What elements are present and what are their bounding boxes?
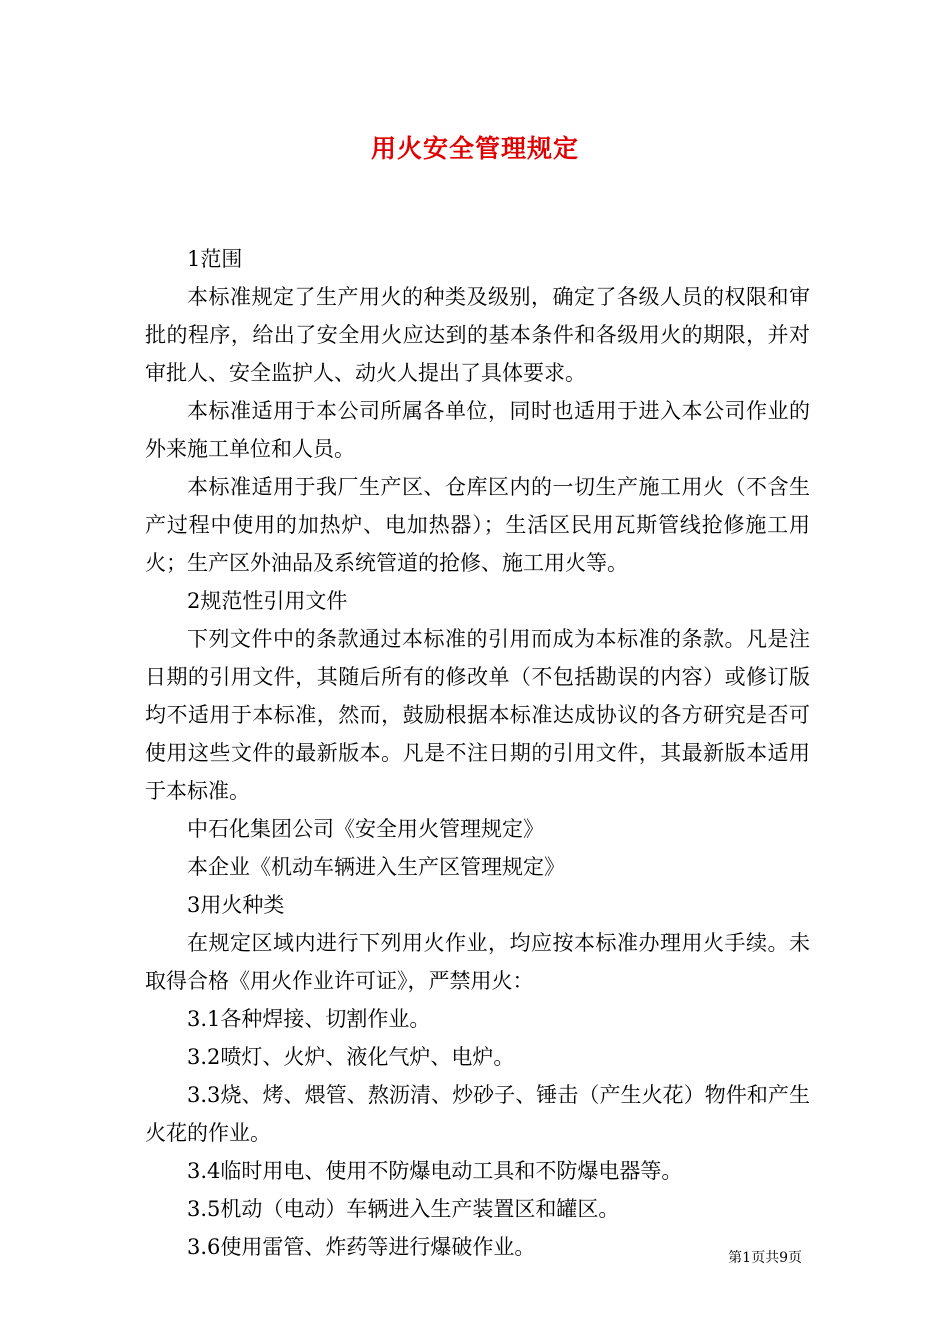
list-item: 3.1各种焊接、切割作业。 bbox=[187, 1007, 431, 1031]
page-number: 第1页共9页 bbox=[728, 1250, 802, 1266]
list-item: 3.2喷灯、火炉、液化气炉、电炉。 bbox=[187, 1045, 515, 1069]
list-item: 3.3烧、烤、煨管、熬沥清、炒砂子、锤击（产生火花）物件和产生火花的作业。 bbox=[145, 1083, 810, 1145]
section-heading-fire-types: 3用火种类 bbox=[187, 893, 285, 917]
paragraph: 本标准适用于本公司所属各单位，同时也适用于进入本公司作业的外来施工单位和人员。 bbox=[145, 399, 810, 461]
paragraph: 下列文件中的条款通过本标准的引用而成为本标准的条款。凡是注日期的引用文件，其随后所有的修改单（不包括勘误的内容）或修订版均不适用于本标准，然而，鼓励根据本标准达成协议的各方研究是否可使用这些文件的最新版本。凡是不注日期的引用文件，其最新版本适用于本标准。 bbox=[145, 627, 810, 803]
document-title: 用火安全管理规定 bbox=[370, 134, 579, 163]
reference-item: 中石化集团公司《安全用火管理规定》 bbox=[187, 817, 544, 841]
paragraph: 本标准适用于我厂生产区、仓库区内的一切生产施工用火（不含生产过程中使用的加热炉、电加热器）；生活区民用瓦斯管线抢修施工用火；生产区外油品及系统管道的抢修、施工用火等。 bbox=[145, 475, 810, 575]
section-heading-scope: 1范围 bbox=[187, 247, 243, 271]
list-item: 3.4临时用电、使用不防爆电动工具和不防爆电器等。 bbox=[187, 1159, 683, 1183]
reference-item: 本企业《机动车辆进入生产区管理规定》 bbox=[187, 855, 565, 879]
list-item: 3.5机动（电动）车辆进入生产装置区和罐区。 bbox=[187, 1197, 620, 1221]
paragraph: 本标准规定了生产用火的种类及级别，确定了各级人员的权限和审批的程序，给出了安全用火应达到的基本条件和各级用火的期限，并对审批人、安全监护人、动火人提出了具体要求。 bbox=[145, 285, 810, 385]
list-item: 3.6使用雷管、炸药等进行爆破作业。 bbox=[187, 1235, 536, 1259]
section-heading-references: 2规范性引用文件 bbox=[187, 589, 348, 613]
paragraph: 在规定区域内进行下列用火作业，均应按本标准办理用火手续。未取得合格《用火作业许可证》，严禁用火： bbox=[145, 931, 810, 993]
document-body bbox=[145, 240, 810, 1266]
